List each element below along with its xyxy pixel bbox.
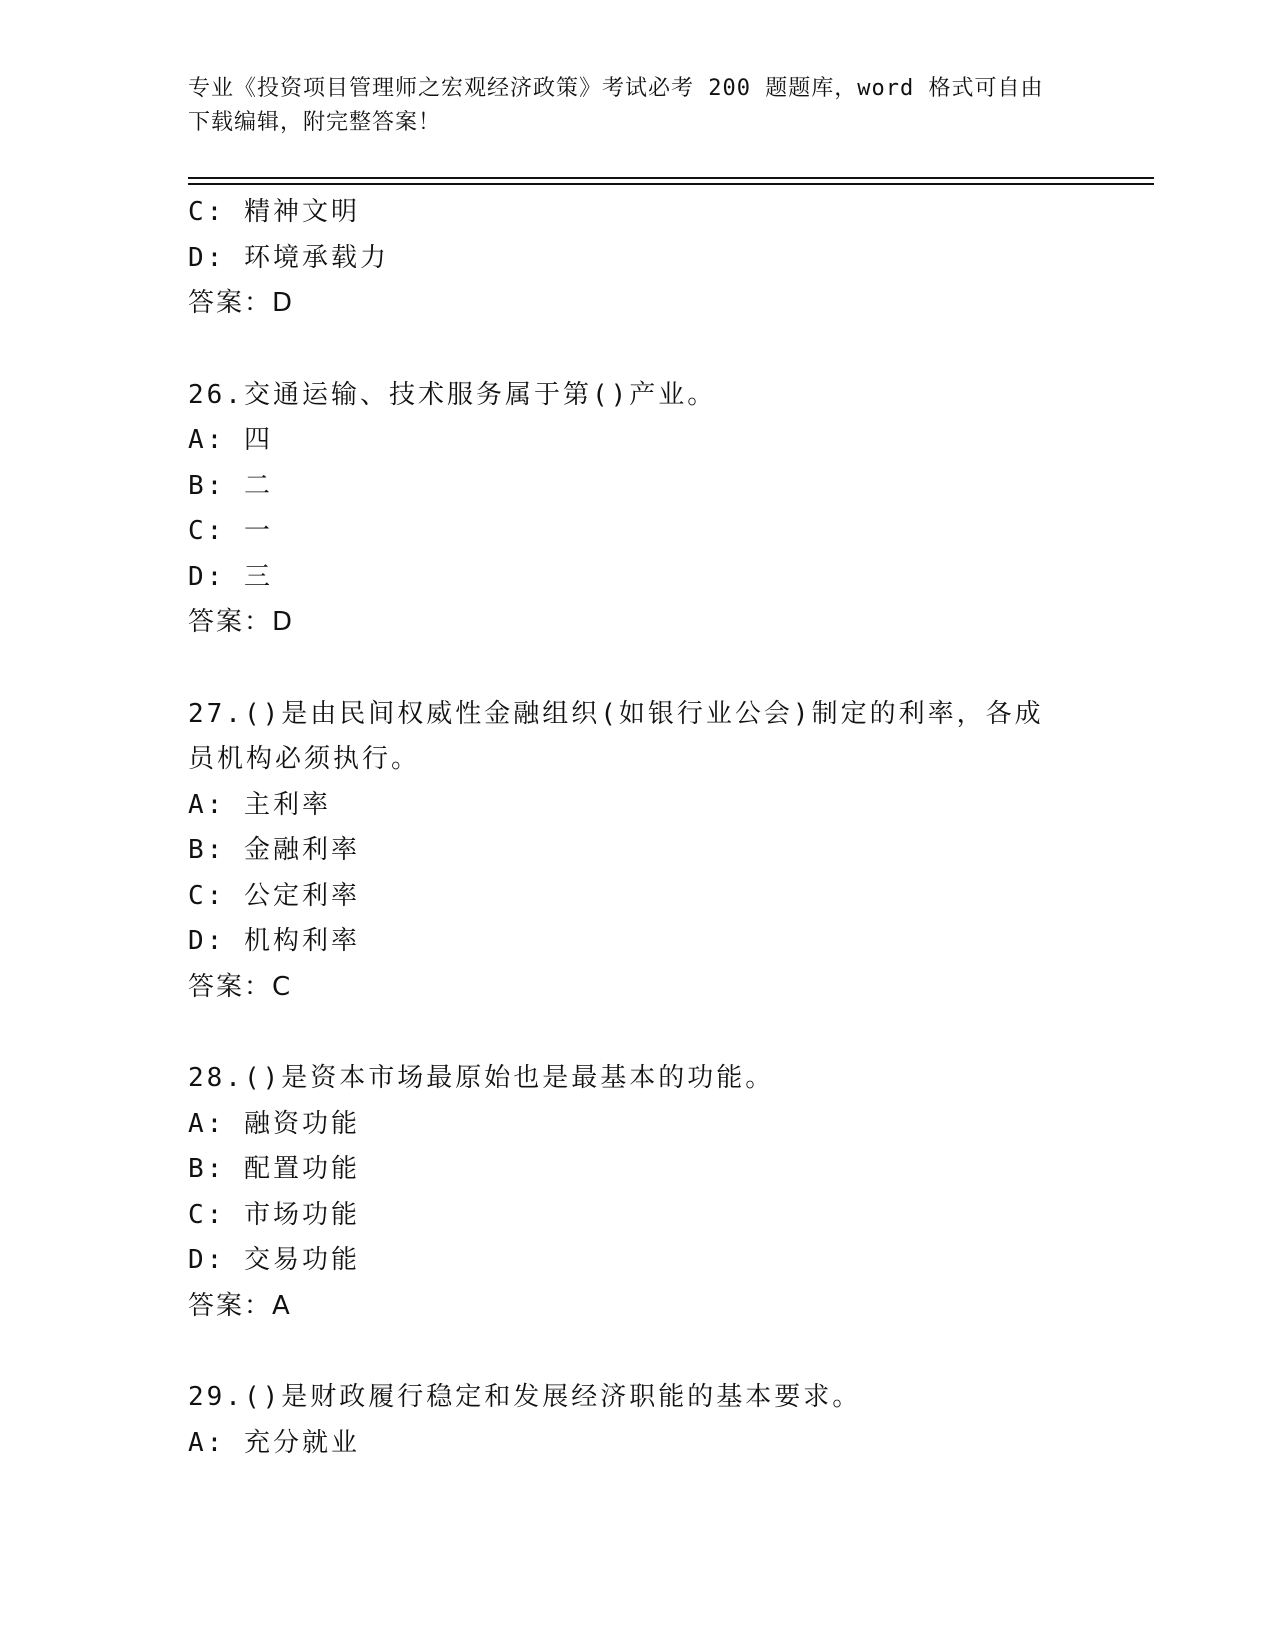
option-a: A: 四 bbox=[188, 425, 273, 455]
question-29 bbox=[188, 1375, 1088, 1466]
header-rule-bottom bbox=[188, 183, 1154, 185]
header-rule-top bbox=[188, 177, 1154, 179]
option-c: C: 公定利率 bbox=[188, 880, 360, 911]
option-d: D: 机构利率 bbox=[188, 926, 360, 956]
question-28 bbox=[188, 1056, 1088, 1329]
answer-line: 答案：A bbox=[188, 1290, 292, 1321]
option-a: A: 融资功能 bbox=[188, 1108, 360, 1139]
option-b: B: 金融利率 bbox=[188, 835, 360, 865]
option-d: D: 交易功能 bbox=[188, 1245, 360, 1275]
option-a: A: 主利率 bbox=[188, 789, 331, 820]
option-c: C: 市场功能 bbox=[188, 1199, 360, 1230]
spacer bbox=[188, 646, 1088, 692]
question-text: 29.()是财政履行稳定和发展经济职能的基本要求。 bbox=[188, 1382, 862, 1412]
document-header bbox=[188, 72, 1068, 140]
option-c: C: 一 bbox=[188, 516, 273, 546]
option-a: A: 充分就业 bbox=[188, 1427, 360, 1458]
question-text: 27.()是由民间权威性金融组织(如银行业公会)制定的利率，各成员机构必须执行。 bbox=[188, 698, 1044, 774]
question-25-continued bbox=[188, 190, 1088, 327]
option-c: C: 精神文明 bbox=[188, 197, 360, 227]
spacer bbox=[188, 1010, 1088, 1056]
spacer bbox=[188, 1329, 1088, 1375]
question-text: 28.()是资本市场最原始也是最基本的功能。 bbox=[188, 1063, 775, 1093]
answer-line: 答案：D bbox=[188, 288, 295, 318]
question-27 bbox=[188, 692, 1088, 1011]
option-b: B: 配置功能 bbox=[188, 1154, 360, 1184]
option-b: B: 二 bbox=[188, 470, 273, 501]
option-d: D: 三 bbox=[188, 561, 273, 592]
header-line-2: 下载编辑，附完整答案！ bbox=[188, 110, 442, 135]
option-d: D: 环境承载力 bbox=[188, 242, 389, 273]
question-text: 26.交通运输、技术服务属于第()产业。 bbox=[188, 379, 717, 410]
spacer bbox=[188, 327, 1088, 373]
question-26 bbox=[188, 373, 1088, 646]
header-line-1: 专业《投资项目管理师之宏观经济政策》考试必考 200 题题库，word 格式可自由 bbox=[188, 76, 1044, 101]
question-list bbox=[188, 190, 1088, 1466]
answer-line: 答案：D bbox=[188, 607, 295, 637]
answer-line: 答案：C bbox=[188, 971, 293, 1002]
